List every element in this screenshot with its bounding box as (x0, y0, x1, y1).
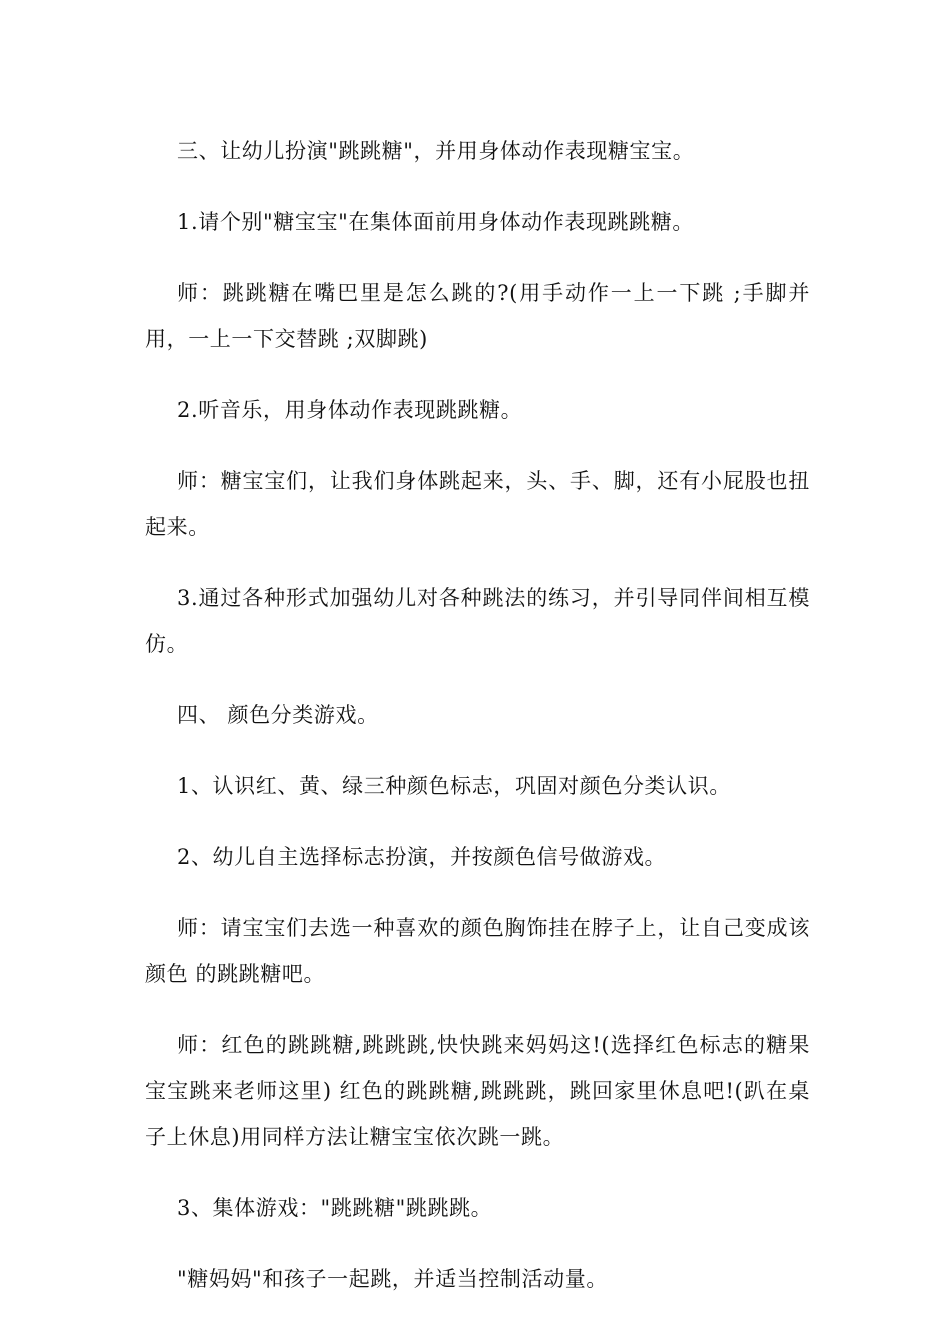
paragraph-item-3: 3、集体游戏："跳跳糖"跳跳跳。 (177, 1196, 493, 1220)
paragraph-teacher-2: 师：糖宝宝们，让我们身体跳起来，头、手、脚，还有小屁股也扭起来。 (145, 469, 810, 539)
paragraph-step-3: 3.通过各种形式加强幼儿对各种跳法的练习，并引导同伴间相互模仿。 (145, 586, 810, 656)
paragraph-teacher-4: 师：红色的跳跳糖,跳跳跳,快快跳来妈妈这!(选择红色标志的糖果宝宝跳来老师这里) 红色的跳跳糖,跳跳跳，跳回家里休息吧!(趴在桌子上休息)用同样方法让糖宝宝依次跳一跳。 (145, 1033, 810, 1149)
document-body (145, 128, 810, 1327)
paragraph-item-2: 2、幼儿自主选择标志扮演，并按颜色信号做游戏。 (177, 845, 667, 869)
paragraph-teacher-3: 师：请宝宝们去选一种喜欢的颜色胸饰挂在脖子上，让自己变成该颜色 的跳跳糖吧。 (145, 916, 810, 986)
paragraph-step-2: 2.听音乐，用身体动作表现跳跳糖。 (177, 398, 523, 422)
section-heading-4: 四、 颜色分类游戏。 (177, 703, 379, 727)
paragraph-item-1: 1、认识红、黄、绿三种颜色标志，巩固对颜色分类认识。 (177, 774, 731, 798)
paragraph-step-1: 1.请个别"糖宝宝"在集体面前用身体动作表现跳跳糖。 (177, 210, 694, 234)
paragraph-teacher-1: 师：跳跳糖在嘴巴里是怎么跳的?(用手动作一上一下跳 ;手脚并用，一上一下交替跳 ;双脚跳) (145, 281, 810, 351)
paragraph-closing: "糖妈妈"和孩子一起跳，并适当控制活动量。 (177, 1267, 608, 1291)
section-heading-3: 三、让幼儿扮演"跳跳糖"，并用身体动作表现糖宝宝。 (177, 139, 695, 163)
